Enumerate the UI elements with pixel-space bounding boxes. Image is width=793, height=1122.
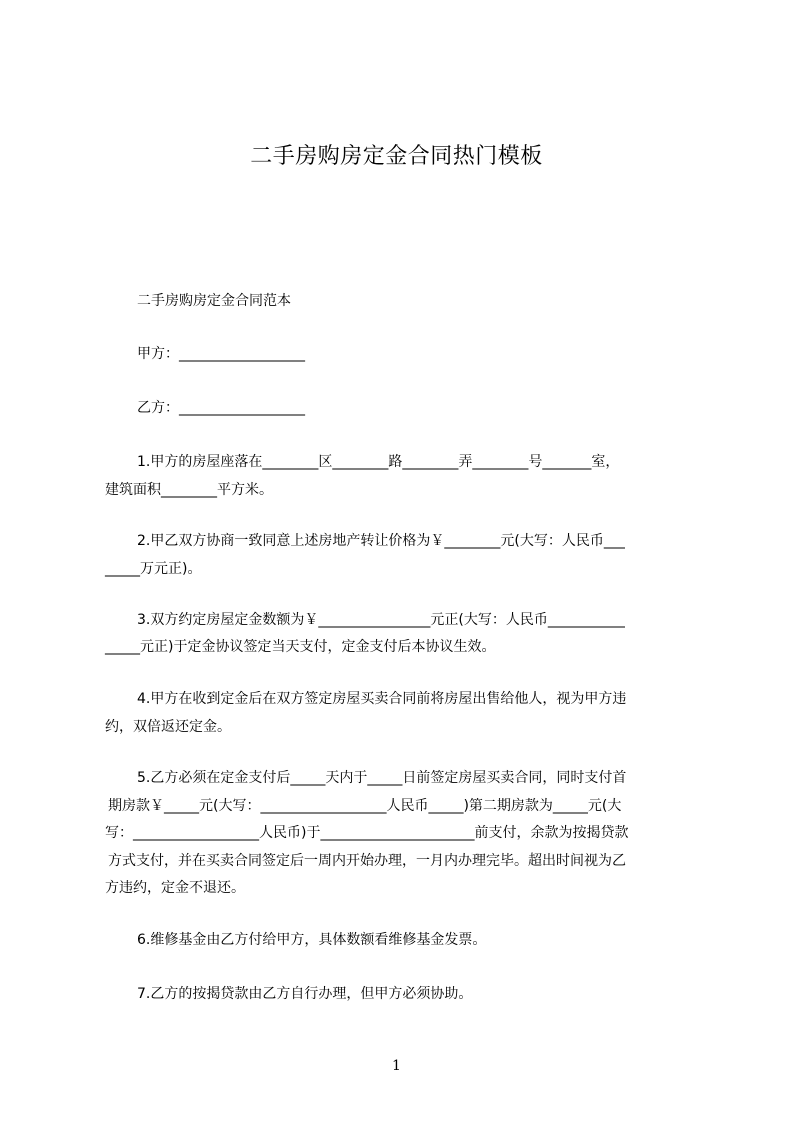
clause-1-line-2: 建筑面积________平方米。 <box>105 482 273 498</box>
page-title: 二手房购房定金合同热门模板 <box>250 144 543 169</box>
clause-6-line-1: 6.维修基金由乙方付给甲方，具体数额看维修基金发票。 <box>137 932 487 948</box>
clause-2-line-1: 2.甲乙双方协商一致同意上述房地产转让价格为￥________元(大写：人民币___ <box>137 533 625 549</box>
clause-3-line-1: 3.双方约定房屋定金数额为￥________________元正(大写：人民币___________ <box>137 612 625 628</box>
party-b-line: 乙方：__________________ <box>137 400 305 416</box>
clause-5-line-5: 方违约，定金不退还。 <box>105 880 245 896</box>
clause-5-line-1: 5.乙方必须在定金支付后_____天内于_____日前签定房屋买卖合同，同时支付首 <box>137 770 627 786</box>
clause-7-line-1: 7.乙方的按揭贷款由乙方自行办理，但甲方必须协助。 <box>137 986 473 1002</box>
clause-3-line-2: _____元正)于定金协议签定当天支付，定金支付后本协议生效。 <box>105 639 496 655</box>
subtitle: 二手房购房定金合同范本 <box>137 293 291 309</box>
clause-5-line-4: 方式支付，并在买卖合同签定后一周内开始办理，一月内办理完毕。超出时间视为乙 <box>108 853 626 869</box>
page-number: 1 <box>392 1058 401 1074</box>
clause-4-line-2: 约，双倍返还定金。 <box>105 719 231 735</box>
party-a-line: 甲方：__________________ <box>137 346 305 362</box>
clause-5-line-3: 写：__________________人民币)于______________________前支付，余款为按揭贷款 <box>105 825 629 841</box>
clause-4-line-1: 4.甲方在收到定金后在双方签定房屋买卖合同前将房屋出售给他人，视为甲方违 <box>137 691 627 707</box>
clause-5-line-2: 期房款￥_____元(大写：__________________人民币_____)第二期房款为_____元(大 <box>108 798 622 814</box>
clause-1-line-1: 1.甲方的房屋座落在________区________路________弄________号_______室， <box>137 454 620 470</box>
clause-2-line-2: _____万元正)。 <box>105 561 202 577</box>
